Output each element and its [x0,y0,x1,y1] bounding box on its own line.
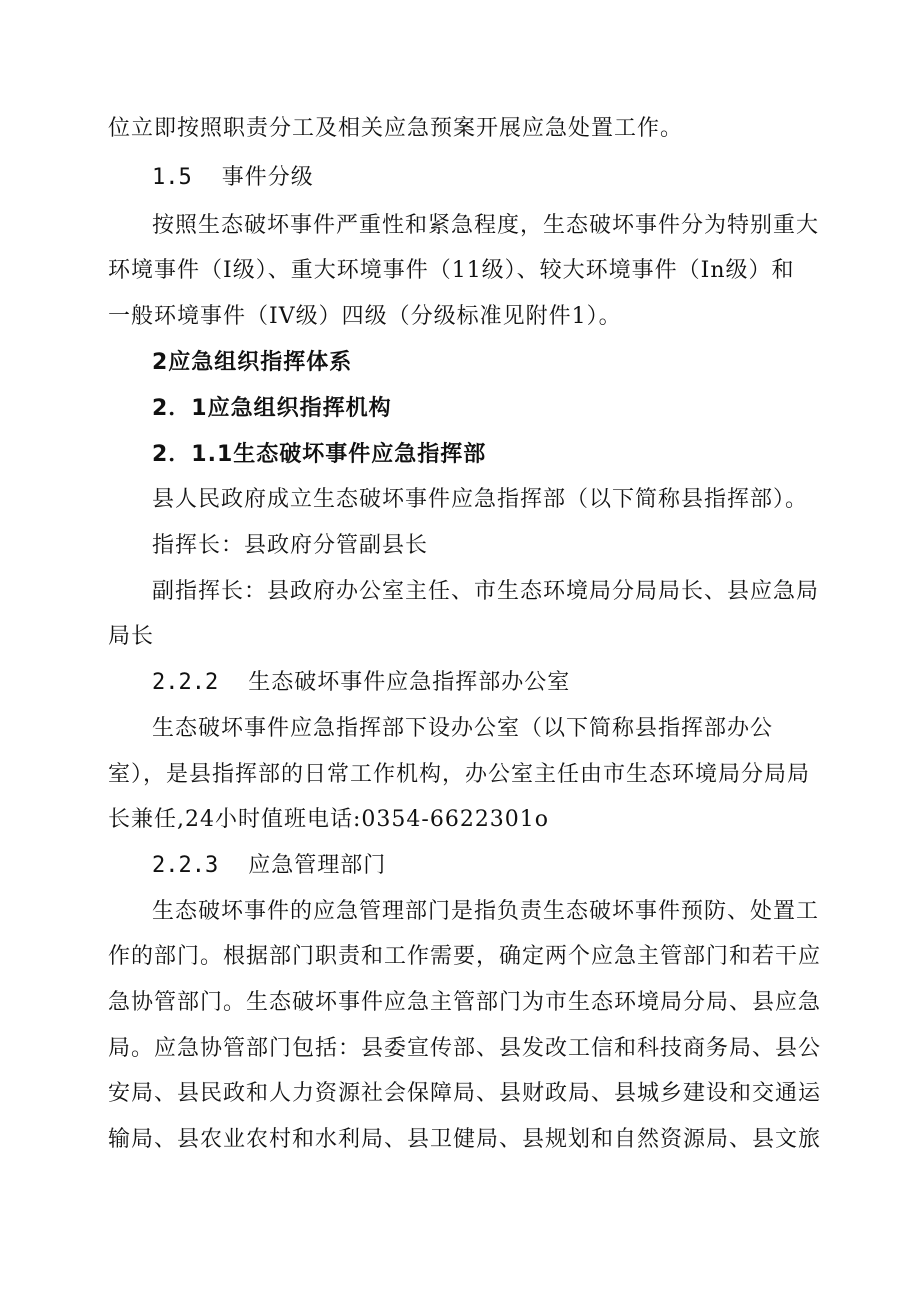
chapter-heading: 2应急组织指挥体系 [152,350,353,375]
body-text-line: 室），是县指挥部的日常工作机构，办公室主任由市生态环境局分局局 [108,762,811,787]
section-number: 1.5 [152,165,192,190]
body-text-line: 一般环境事件（IV级）四级（分级标准见附件1）。 [108,304,622,329]
section-title: 应急管理部门 [248,853,387,878]
section-number: 2.2.2 [152,670,219,695]
body-text-line: 作的部门。根据部门职责和工作需要，确定两个应急主管部门和若干应 [108,944,822,969]
body-text-line: 输局、县农业农村和水利局、县卫健局、县规划和自然资源局、县文旅 [108,1127,822,1152]
body-text-line: 按照生态破坏事件严重性和紧急程度，生态破坏事件分为特别重大 [152,213,820,238]
section-heading-2-2-2 [152,668,570,698]
body-text-line: 安局、县民政和人力资源社会保障局、县财政局、县城乡建设和交通运 [108,1081,822,1106]
body-text-line: 县人民政府成立生态破坏事件应急指挥部（以下简称县指挥部）。 [152,487,809,512]
body-text-line: 局长 [108,624,155,649]
section-heading-2-2-3 [152,851,386,881]
section-heading-1-5 [152,163,314,193]
section-number: 2.2.3 [152,853,219,878]
body-text-line: 环境事件（I级）、重大环境事件（11级）、较大环境事件（In级）和 [108,258,795,283]
body-text-line: 急协管部门。生态破坏事件应急主管部门为市生态环境局分局、县应急 [108,990,822,1015]
body-text-line: 位立即按照职责分工及相关应急预案开展应急处置工作。 [108,116,684,141]
section-title: 事件分级 [221,165,314,190]
body-text-line: 指挥长：县政府分管副县长 [152,533,429,558]
section-title: 生态破坏事件应急指挥部办公室 [248,670,571,695]
body-text-line: 副指挥长：县政府办公室主任、市生态环境局分局局长、县应急局 [152,579,820,604]
body-text-line: 生态破坏事件的应急管理部门是指负责生态破坏事件预防、处置工 [152,899,820,924]
body-text-line: 局。应急协管部门包括：县委宣传部、县发改工信和科技商务局、县公 [108,1036,822,1061]
body-text-line: 长兼任,24小时值班电话:0354-6622301o [108,807,550,832]
subsection-heading: 2．1.1生态破坏事件应急指挥部 [152,442,487,467]
section-heading: 2．1应急组织指挥机构 [152,396,392,421]
body-text-line: 生态破坏事件应急指挥部下设办公室（以下简称县指挥部办公 [152,716,774,741]
